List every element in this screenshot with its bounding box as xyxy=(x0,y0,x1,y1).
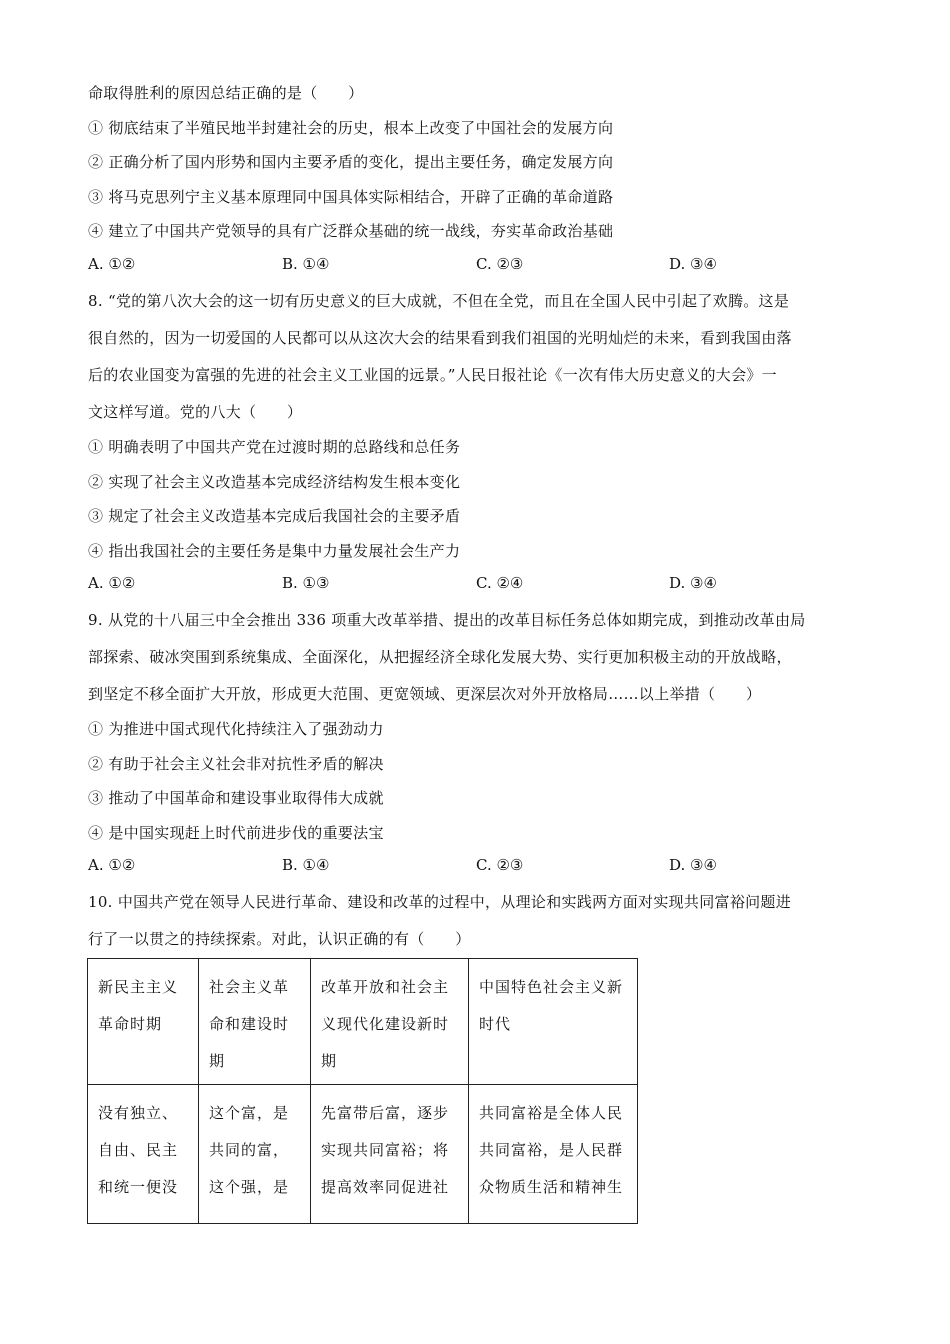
q8-option-c[interactable]: C. ②④ xyxy=(476,574,524,592)
table-header-cell: 改革开放和社会主义现代化建设新时期 xyxy=(311,959,469,1085)
q8-item-4: ④ 指出我国社会的主要任务是集中力量发展社会生产力 xyxy=(88,542,461,560)
question-9-stem-line-3: 到坚定不移全面扩大开放，形成更大范围、更宽领域、更深层次对外开放格局……以上举措（ ） xyxy=(88,685,762,703)
table-cell: 这个富，是共同的富，这个强，是 xyxy=(199,1085,311,1224)
q9-item-3: ③ 推动了中国革命和建设事业取得伟大成就 xyxy=(88,789,384,807)
q7-item-4: ④ 建立了中国共产党领导的具有广泛群众基础的统一战线，夯实革命政治基础 xyxy=(88,222,614,240)
question-10-stem-line-2: 行了一以贯之的持续探索。对此，认识正确的有（ ） xyxy=(88,930,471,948)
q7-item-2: ② 正确分析了国内形势和国内主要矛盾的变化，提出主要任务，确定发展方向 xyxy=(88,153,614,171)
q9-option-d[interactable]: D. ③④ xyxy=(669,856,717,874)
q7-option-a[interactable]: A. ①② xyxy=(88,255,136,273)
question-7-stem-cont: 命取得胜利的原因总结正确的是（ ） xyxy=(88,84,364,102)
q9-item-2: ② 有助于社会主义社会非对抗性矛盾的解决 xyxy=(88,755,384,773)
q9-option-b[interactable]: B. ①④ xyxy=(282,856,330,874)
q8-item-1: ① 明确表明了中国共产党在过渡时期的总路线和总任务 xyxy=(88,438,461,456)
q9-item-1: ① 为推进中国式现代化持续注入了强劲动力 xyxy=(88,720,384,738)
q7-option-b[interactable]: B. ①④ xyxy=(282,255,330,273)
q8-option-d[interactable]: D. ③④ xyxy=(669,574,717,592)
q8-option-b[interactable]: B. ①③ xyxy=(282,574,330,592)
question-8-stem-line-2: 很自然的，因为一切爱国的人民都可以从这次大会的结果看到我们祖国的光明灿烂的未来，看到我国由落 xyxy=(88,329,792,347)
q8-item-2: ② 实现了社会主义改造基本完成经济结构发生根本变化 xyxy=(88,473,461,491)
question-9-stem-line-1: 9. 从党的十八届三中全会推出 336 项重大改革举措、提出的改革目标任务总体如期完成，到推动改革由局 xyxy=(88,611,806,629)
question-9-stem-line-2: 部探索、破冰突围到系统集成、全面深化，从把握经济全球化发展大势、实行更加积极主动的开放战略， xyxy=(88,648,792,666)
q8-item-3: ③ 规定了社会主义改造基本完成后我国社会的主要矛盾 xyxy=(88,507,461,525)
q7-option-c[interactable]: C. ②③ xyxy=(476,255,524,273)
q8-option-a[interactable]: A. ①② xyxy=(88,574,136,592)
question-10-stem-line-1: 10. 中国共产党在领导人民进行革命、建设和改革的过程中，从理论和实践两方面对实现共同富裕问题进 xyxy=(88,893,792,911)
table-header-cell: 社会主义革命和建设时期 xyxy=(199,959,311,1085)
table-cell: 先富带后富，逐步实现共同富裕；将提高效率同促进社 xyxy=(311,1085,469,1224)
table-cell: 没有独立、自由、民主和统一便没 xyxy=(88,1085,199,1224)
q7-item-3: ③ 将马克思列宁主义基本原理同中国具体实际相结合，开辟了正确的革命道路 xyxy=(88,188,614,206)
common-prosperity-table xyxy=(87,958,638,1224)
table-header-cell: 中国特色社会主义新时代 xyxy=(469,959,638,1085)
table-header-row xyxy=(88,959,638,1085)
q9-option-a[interactable]: A. ①② xyxy=(88,856,136,874)
table-header-cell: 新民主主义革命时期 xyxy=(88,959,199,1085)
question-8-stem-line-1: 8. “党的第八次大会的这一切有历史意义的巨大成就，不但在全党，而且在全国人民中引起了欢腾。这是 xyxy=(88,292,790,310)
q7-option-d[interactable]: D. ③④ xyxy=(669,255,717,273)
q9-item-4: ④ 是中国实现赶上时代前进步伐的重要法宝 xyxy=(88,824,384,842)
q9-option-c[interactable]: C. ②③ xyxy=(476,856,524,874)
table-cell: 共同富裕是全体人民共同富裕，是人民群众物质生活和精神生 xyxy=(469,1085,638,1224)
question-8-stem-line-3: 后的农业国变为富强的先进的社会主义工业国的远景。”人民日报社论《一次有伟大历史意义的大会》一 xyxy=(88,366,777,384)
q7-item-1: ① 彻底结束了半殖民地半封建社会的历史，根本上改变了中国社会的发展方向 xyxy=(88,119,614,137)
table-row xyxy=(88,1085,638,1224)
question-8-stem-line-4: 文这样写道。党的八大（ ） xyxy=(88,403,303,421)
